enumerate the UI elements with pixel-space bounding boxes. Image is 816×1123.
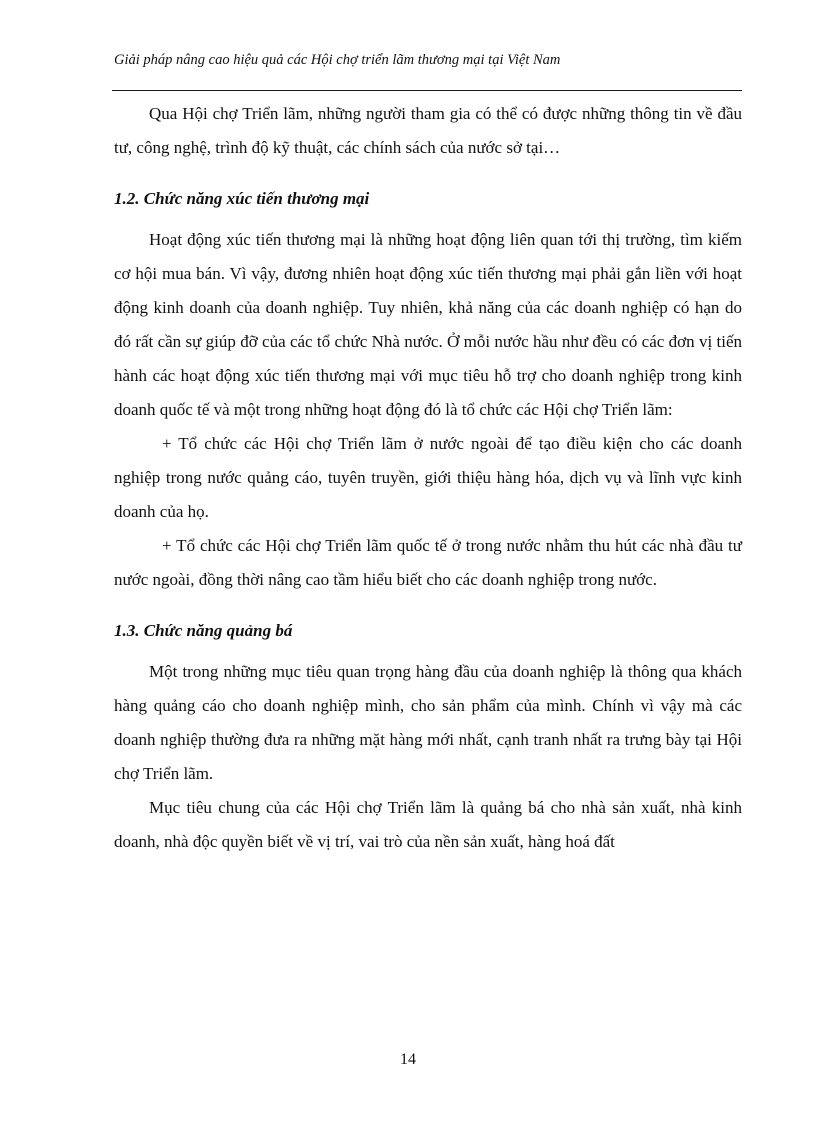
section-heading-1-3: 1.3. Chức năng quảng bá	[114, 621, 293, 640]
section-1-3-paragraph-2: Mục tiêu chung của các Hội chợ Triển lãm là quảng bá cho nhà sản xuất, nhà kinh doanh, nhà độc quyền biết về vị trí, vai trò của nền sản xuất, hàng hoá đất	[114, 798, 742, 851]
running-header: Giải pháp nâng cao hiệu quả các Hội chợ triển lãm thương mại tại Việt Nam	[114, 52, 561, 68]
header-rule	[112, 90, 742, 91]
section-1-3-paragraph-1: Một trong những mục tiêu quan trọng hàng đầu của doanh nghiệp là thông qua khách hàng quảng cáo cho doanh nghiệp mình, cho sản phẩm của mình. Chính vì vậy mà các doanh nghiệp thường đưa ra những mặt hàng mới nhất, cạnh tranh nhất ra trưng bày tại Hội chợ Triển lãm.	[114, 662, 742, 783]
page-number: 14	[400, 1051, 416, 1068]
section-1-2-bullet-1: + Tổ chức các Hội chợ Triển lãm ở nước ngoài để tạo điều kiện cho các doanh nghiệp trong nước quảng cáo, tuyên truyền, giới thiệu hàng hóa, dịch vụ và lĩnh vực kinh doanh của họ.	[114, 434, 742, 521]
section-1-2-paragraph-1: Hoạt động xúc tiến thương mại là những hoạt động liên quan tới thị trường, tìm kiếm cơ hội mua bán. Vì vậy, đương nhiên hoạt động xúc tiến thương mại phải gắn liền với hoạt động kinh doanh của doanh nghiệp. Tuy nhiên, khả năng của các doanh nghiệp có hạn do đó rất cần sự giúp đỡ của các tổ chức Nhà nước. Ở mỗi nước hầu như đều có các đơn vị tiến hành các hoạt động xúc tiến thương mại với mục tiêu hỗ trợ cho doanh nghiệp trong kinh doanh quốc tế và một trong những hoạt động đó là tổ chức các Hội chợ Triển lãm:	[114, 230, 742, 419]
section-heading-1-2: 1.2. Chức năng xúc tiến thương mại	[114, 189, 370, 208]
intro-paragraph: Qua Hội chợ Triển lãm, những người tham gia có thể có được những thông tin về đầu tư, công nghệ, trình độ kỹ thuật, các chính sách của nước sở tại…	[114, 104, 742, 157]
page-body	[114, 97, 742, 859]
section-1-2-bullet-2: + Tổ chức các Hội chợ Triển lãm quốc tế ở trong nước nhằm thu hút các nhà đầu tư nước ngoài, đồng thời nâng cao tầm hiểu biết cho các doanh nghiệp trong nước.	[114, 536, 742, 589]
